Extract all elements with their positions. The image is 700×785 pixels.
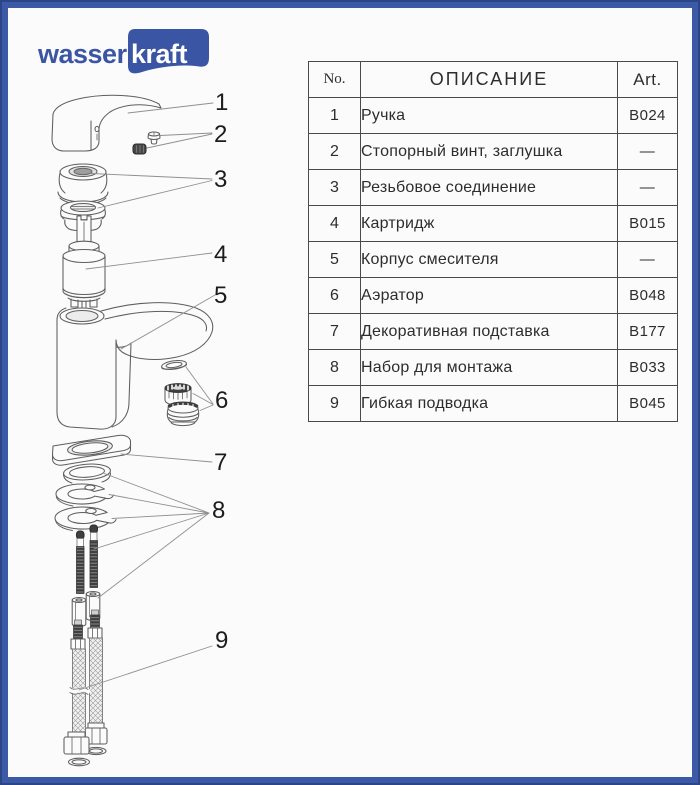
table-header-row [309, 62, 678, 98]
table-row [309, 170, 678, 206]
callout-label-2: 2 [214, 121, 228, 148]
cell-art: — [618, 170, 678, 206]
stop-screw-drawing [133, 132, 160, 154]
logo-text-kraft: kraft [131, 39, 188, 69]
handle-drawing [52, 95, 161, 151]
table-row [309, 98, 678, 134]
cell-art: B033 [618, 350, 678, 386]
decorative-base-drawing [53, 435, 131, 465]
cell-no: 5 [309, 242, 361, 278]
cell-description: Гибкая подводка [361, 386, 618, 422]
cell-description: Ручка [361, 98, 618, 134]
content-area [2, 2, 698, 783]
callout-label-6: 6 [215, 387, 229, 414]
table-row [309, 386, 678, 422]
logo-text-wasser: wasser [38, 39, 127, 69]
table-row [309, 278, 678, 314]
table-row [309, 350, 678, 386]
cell-art: B024 [618, 98, 678, 134]
cell-art: — [618, 134, 678, 170]
table-row [309, 134, 678, 170]
cell-art: B177 [618, 314, 678, 350]
table-row [309, 314, 678, 350]
cell-description: Набор для монтажа [361, 350, 618, 386]
table-row [309, 206, 678, 242]
cell-no: 3 [309, 170, 361, 206]
col-header-no: No. [309, 62, 361, 98]
cell-no: 2 [309, 134, 361, 170]
cell-description: Картридж [361, 206, 618, 242]
col-header-art: Art. [618, 62, 678, 98]
parts-table [308, 61, 678, 422]
callout-label-4: 4 [214, 241, 228, 268]
cell-art: B045 [618, 386, 678, 422]
cell-art: — [618, 242, 678, 278]
cell-no: 8 [309, 350, 361, 386]
callout-label-1: 1 [215, 89, 229, 116]
cell-description: Декоративная подставка [361, 314, 618, 350]
col-header-description: ОПИСАНИЕ [361, 62, 618, 98]
table-row [309, 242, 678, 278]
cell-art: B048 [618, 278, 678, 314]
callout-label-8: 8 [212, 497, 226, 524]
cartridge-drawing [63, 216, 105, 309]
callout-label-3: 3 [214, 166, 228, 193]
callout-label-5: 5 [214, 282, 228, 309]
aerator-drawing [161, 359, 199, 425]
cell-description: Аэратор [361, 278, 618, 314]
callout-label-7: 7 [214, 449, 228, 476]
cell-no: 9 [309, 386, 361, 422]
cell-description: Корпус смесителя [361, 242, 618, 278]
cell-no: 7 [309, 314, 361, 350]
cell-no: 4 [309, 206, 361, 242]
callout-label-9: 9 [215, 627, 229, 654]
cell-art: B015 [618, 206, 678, 242]
cell-no: 6 [309, 278, 361, 314]
cell-no: 1 [309, 98, 361, 134]
cell-description: Стопорный винт, заглушка [361, 134, 618, 170]
cell-description: Резьбовое соединение [361, 170, 618, 206]
